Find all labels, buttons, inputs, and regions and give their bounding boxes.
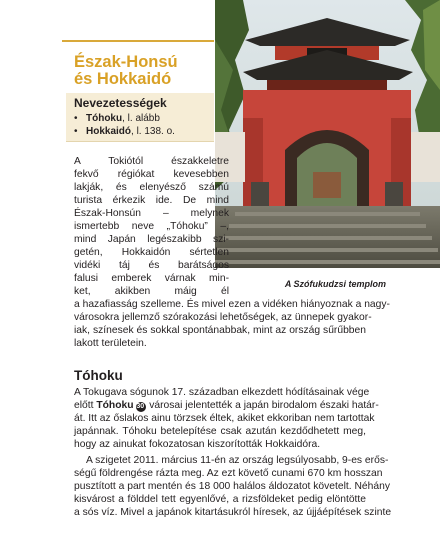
text-line: pusztított a part mentén és 18 000 halálos áldozatot követelt. Néhány [74,481,390,492]
sight-ref: , l. 138. o. [131,126,175,137]
text-line: előtt Tóhoku 30 városai jelentették a japán birodalom északi határ- [74,400,379,411]
text-line: át. Itt az őslakos ainu törzsek éltek, akiket ekkoriban nem tartottak [74,413,375,424]
text-line: japánnak. Tóhoku betelepítése csak azután kezdődhetett meg, [74,426,366,437]
text-line: A Tokugava sógunok 17. században elkezdett hódításainak vége [74,387,370,398]
text-line: iak, színesek és sokkal spontánabbak, mint az ország sűrűbben [74,325,366,336]
text-line: getén, Hokkaidón sértetlen [74,247,229,258]
text-line: lakják, és elenyésző számú [74,182,229,193]
text-line: turista érkezik ide. De mind [74,195,229,206]
sights-list [74,112,175,138]
text-line: hogy az ainukat fokozatosan kiszorították Hokkaidóra. [74,439,321,450]
map-reference-badge: 30 [136,402,146,412]
sights-box-title: Nevezetességek [74,96,167,110]
text-line: mind Japán legészakibb szi- [74,234,229,245]
text-line: városokra jellemző szórakozási lehetőségek, az ünnepek gyakor- [74,312,372,323]
text-line: lakott területein. [74,338,147,349]
text-line: A Tokiótól északkeletre [74,156,229,167]
text-line: ismertebb neve „Tóhoku” –, [74,221,229,232]
sights-list-item: • Hokkaidó, l. 138. o. [74,126,175,137]
text-line: falusi emberek várnak min- [74,273,229,284]
photo-caption: A Szófukudzsi templom [284,279,386,289]
temple-photo [215,0,440,268]
sight-name: Hokkaidó [86,126,132,137]
top-rule [62,40,214,42]
chapter-title-line-2: és Hokkaidó [74,70,172,88]
text-line: ket, akikben máig él [74,286,229,297]
chapter-title-line-1: Észak-Honsú [74,53,178,71]
place-name: Tóhoku [96,400,134,411]
chapter-title [74,54,214,88]
text-line: ségű földrengése rázta meg. Az ezt követő cunami 670 km hosszan [74,468,383,479]
temple-illustration [215,0,440,268]
text-line: A szigetet 2011. március 11-én az ország legsúlyosabb, 9-es erős- [86,455,389,466]
text-line: fekvő régiókat kevesebben [74,169,229,180]
text-line: vidéki táj és barátságos [74,260,229,271]
text-line: a sós víz. Mivel a japánok kitartásukról híresek, az újjáépítések szinte [74,507,392,518]
sight-ref: , l. alább [122,113,160,124]
section-heading: Tóhoku [74,368,123,383]
sights-list-item: • Tóhoku, l. alább [74,113,160,124]
text-line: Észak-Honsún – melynek [74,208,229,219]
text-line: a hazafiasság szelleme. És mivel ezen a vidéken hiányoznak a nagy- [74,299,390,310]
text-line: kisvárost a földdel tett egyenlővé, a rizsföldeket pedig elöntötte [74,494,366,505]
sight-name: Tóhoku [86,113,123,124]
